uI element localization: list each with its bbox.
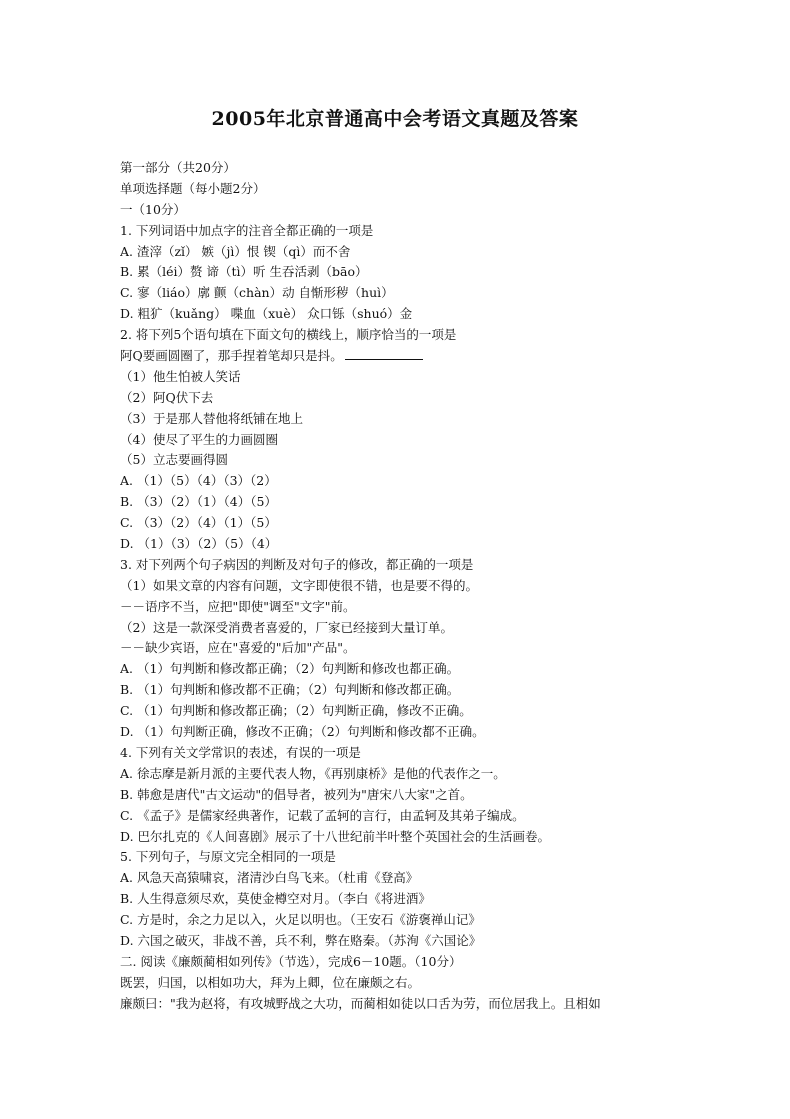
q1-option-b: B. 累（léi）赘 谛（tì）听 生吞活剥（bāo）	[120, 264, 368, 280]
q4-option-a: A. 徐志摩是新月派的主要代表人物，《再别康桥》是他的代表作之一。	[120, 765, 506, 781]
q2-option-a: A. （1）（5）（4）（3）（2）	[120, 473, 277, 489]
q3-option-b: B. （1）句判断和修改都不正确；（2）句判断和修改都正确。	[120, 682, 460, 698]
subsection-heading: 单项选择题（每小题2分）	[120, 180, 266, 196]
q2-sentence-5: （5）立志要画得圆	[120, 452, 228, 468]
passage-line-1: 既罢，归国，以相如功大，拜为上卿，位在廉颇之右。	[120, 974, 421, 990]
q2-option-d: D. （1）（3）（2）（5）（4）	[120, 536, 278, 552]
passage-line-2: 廉颇曰："我为赵将，有攻城野战之大功，而蔺相如徒以口舌为劳，而位居我上。且相如	[120, 995, 601, 1011]
q2-sentence-4: （4）使尽了平生的力画圆圈	[120, 431, 278, 447]
q3-note-1: －－语序不当，应把"即使"调至"文字"前。	[120, 598, 356, 614]
part-heading: 一（10分）	[120, 201, 186, 217]
q5-option-c: C. 方是时，余之力足以入，火足以明也。（王安石《游褒禅山记》	[120, 912, 481, 928]
q2-passage	[120, 346, 680, 367]
section-heading: 第一部分（共20分）	[120, 160, 236, 175]
q2-passage-text: 阿Q要画圆圈了，那手捏着笔却只是抖。	[120, 348, 343, 364]
reading-section-heading: 二. 阅读《廉颇蔺相如列传》（节选），完成6－10题。（10分）	[120, 953, 462, 969]
q2-sentence-1: （1）他生怕被人笑话	[120, 368, 241, 384]
q4-option-d: D. 巴尔扎克的《人间喜剧》展示了十八世纪前半叶整个英国社会的生活画卷。	[120, 828, 551, 844]
document-title: 2005年北京普通高中会考语文真题及答案	[211, 108, 579, 130]
q3-sentence-2: （2）这是一款深受消费者喜爱的，厂家已经接到大量订单。	[120, 619, 453, 635]
q5-option-d: D. 六国之破灭，非战不善，兵不利，弊在赂秦。（苏洵《六国论》	[120, 932, 482, 948]
document-body	[120, 158, 680, 1015]
q1-option-c: C. 寥（liáo）廓 颤（chàn）动 自惭形秽（huì）	[120, 285, 394, 301]
q2-option-c: C. （3）（2）（4）（1）（5）	[120, 515, 277, 531]
question-1: 1. 下列词语中加点字的注音全都正确的一项是	[120, 222, 374, 238]
q3-note-2: －－缺少宾语，应在"喜爱的"后加"产品"。	[120, 640, 356, 656]
question-3: 3. 对下列两个句子病因的判断及对句子的修改，都正确的一项是	[120, 556, 474, 572]
q2-sentence-2: （2）阿Q伏下去	[120, 389, 214, 405]
question-5: 5. 下列句子，与原文完全相同的一项是	[120, 849, 336, 865]
q3-sentence-1: （1）如果文章的内容有问题，文字即使很不错，也是要不得的。	[120, 577, 478, 593]
q5-option-b: B. 人生得意须尽欢，莫使金樽空对月。（李白《将进酒》	[120, 891, 431, 907]
q3-option-d: D. （1）句判断正确，修改不正确；（2）句判断和修改都不正确。	[120, 724, 485, 740]
q2-option-b: B. （3）（2）（1）（4）（5）	[120, 494, 277, 510]
question-4: 4. 下列有关文学常识的表述，有误的一项是	[120, 744, 361, 760]
q3-option-c: C. （1）句判断和修改都正确；（2）句判断正确，修改不正确。	[120, 703, 472, 719]
question-2: 2. 将下列5个语句填在下面文句的横线上，顺序恰当的一项是	[120, 327, 457, 343]
q1-option-a: A. 渣滓（zǐ） 嫉（jì）恨 锲（qì）而不舍	[120, 243, 351, 259]
q4-option-b: B. 韩愈是唐代"古文运动"的倡导者，被列为"唐宋八大家"之首。	[120, 786, 473, 802]
q3-option-a: A. （1）句判断和修改都正确；（2）句判断和修改也都正确。	[120, 661, 460, 677]
fill-in-blank	[345, 347, 423, 360]
q5-option-a: A. 风急天高猿啸哀，渚清沙白鸟飞来。（杜甫《登高》	[120, 870, 419, 886]
q1-option-d: D. 粗犷（kuǎng） 喋血（xuè） 众口铄（shuó）金	[120, 306, 413, 322]
q2-sentence-3: （3）于是那人替他将纸铺在地上	[120, 410, 303, 426]
q4-option-c: C. 《孟子》是儒家经典著作，记载了孟轲的言行，由孟轲及其弟子编成。	[120, 807, 525, 823]
